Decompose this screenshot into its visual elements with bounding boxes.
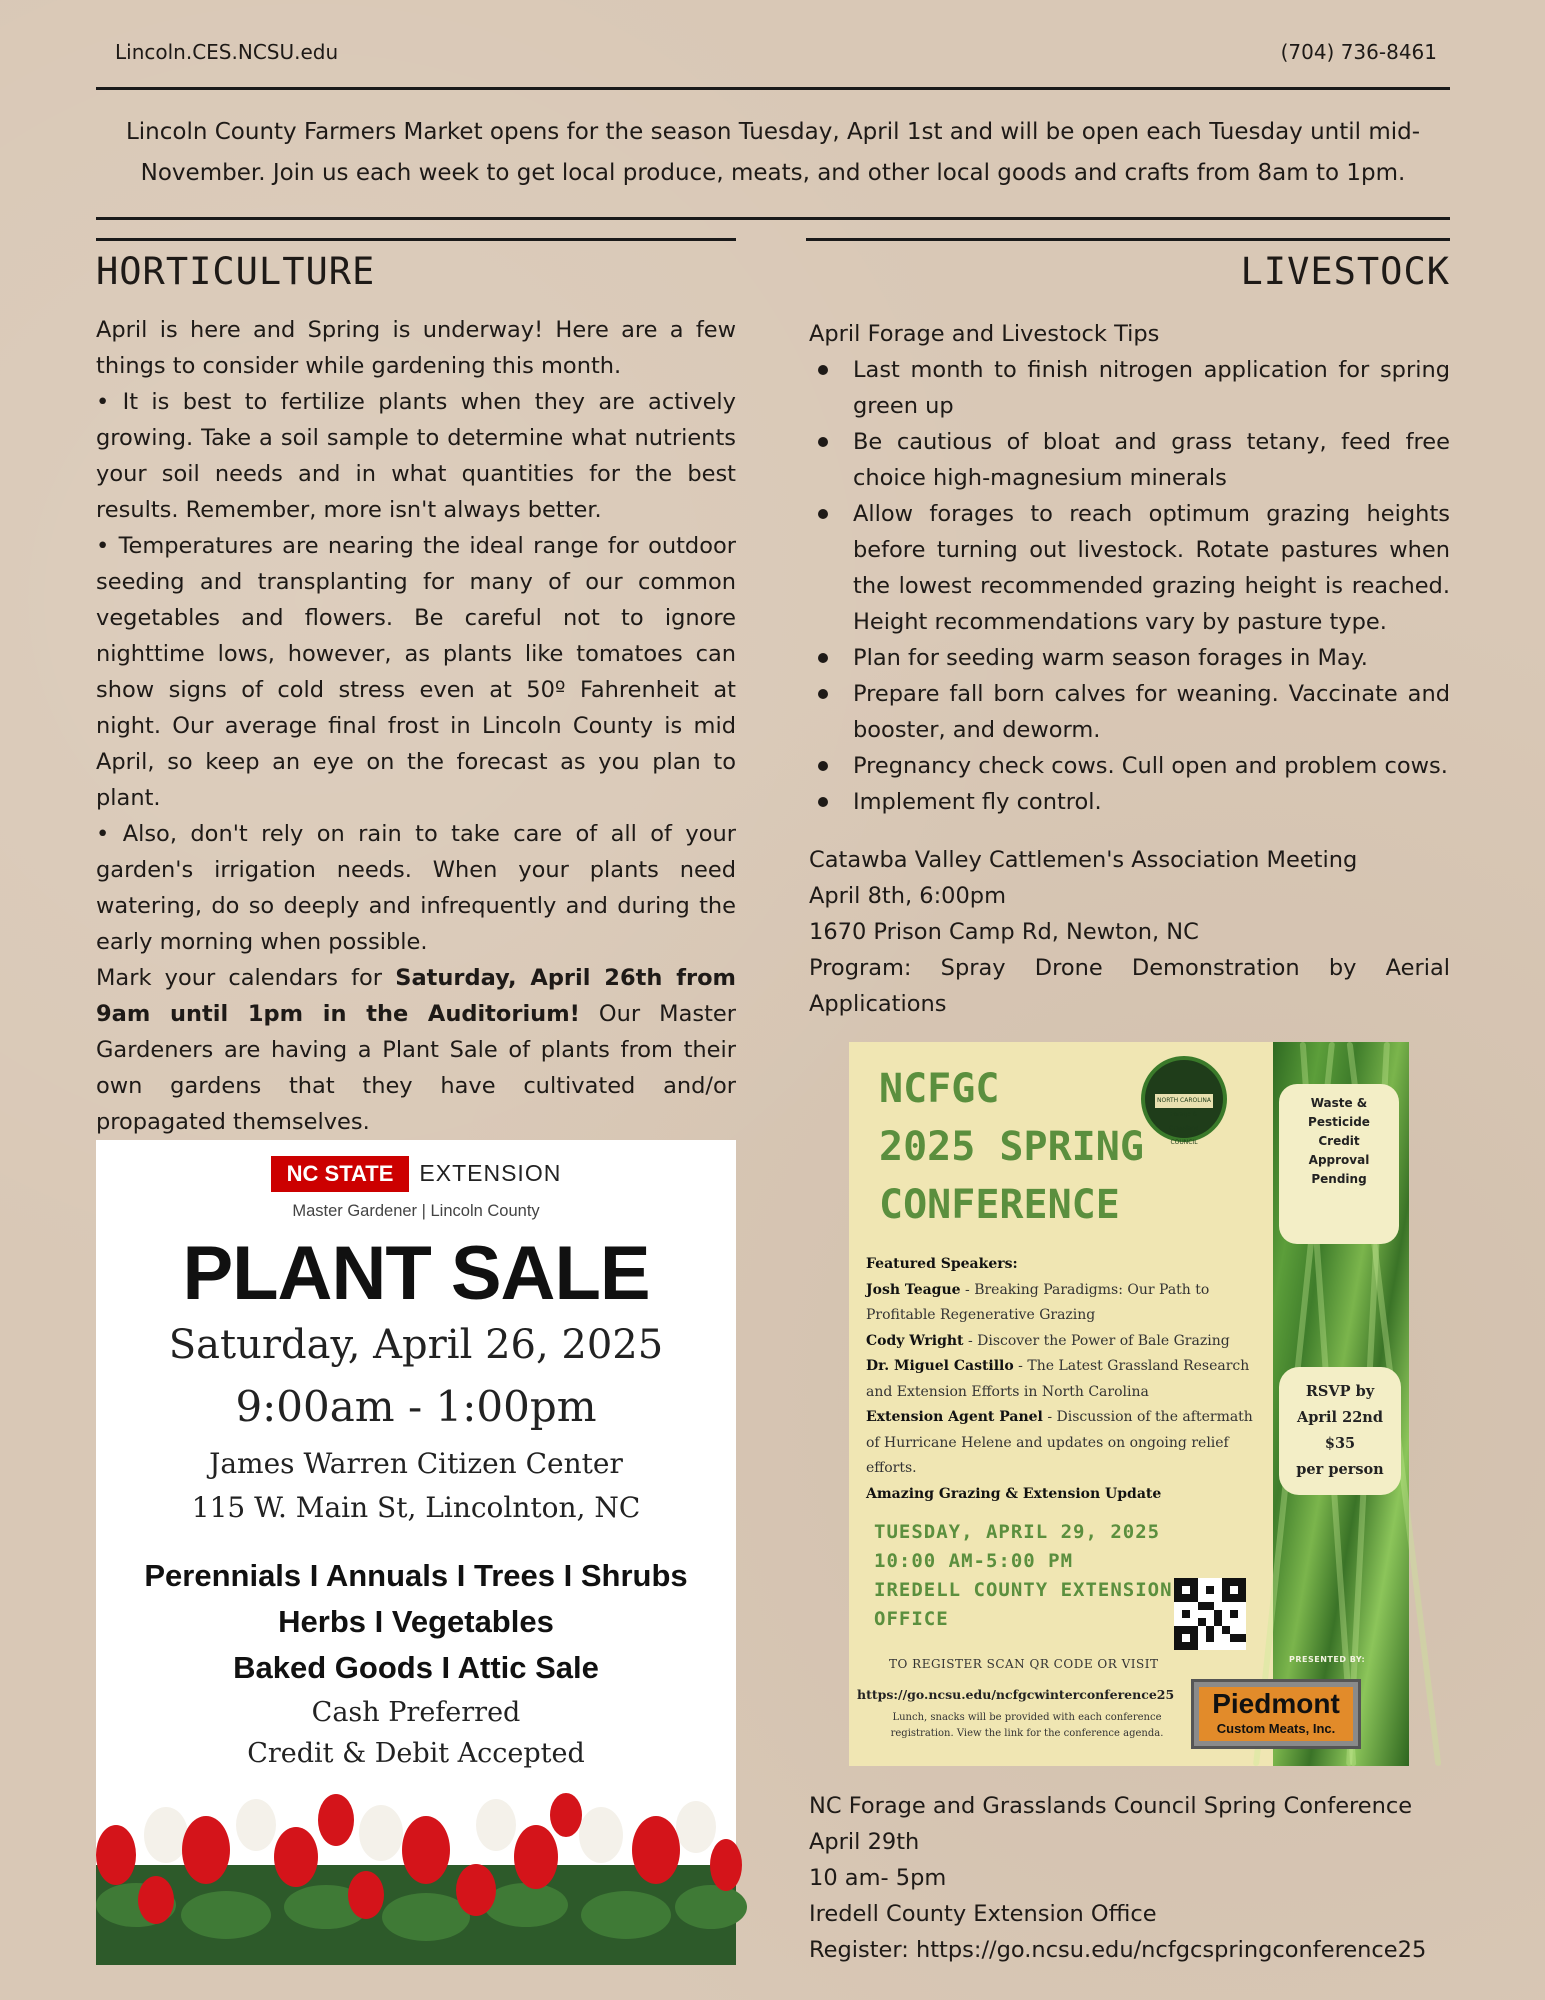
intro-divider bbox=[96, 217, 1450, 220]
credit-pill: Waste & Pesticide Credit Approval Pending bbox=[1279, 1084, 1399, 1244]
qr-code-graphic bbox=[1174, 1578, 1246, 1650]
speaker-entry: Extension Agent Panel - Discussion of the aftermath of Hurricane Helene and updates on ongoing relief efforts. bbox=[866, 1409, 1253, 1476]
sponsor-subtitle: Custom Meats, Inc. bbox=[1216, 1721, 1336, 1736]
presented-by-label: PRESENTED BY: bbox=[1289, 1655, 1366, 1664]
website-link[interactable]: Lincoln.CES.NCSU.edu bbox=[115, 40, 339, 64]
livestock-rule bbox=[806, 238, 1450, 241]
phone-number: (704) 736-8461 bbox=[1280, 40, 1437, 64]
calendar-prefix: Mark your calendars for bbox=[96, 965, 396, 991]
conference-info-line: NC Forage and Grasslands Council Spring Conference bbox=[809, 1793, 1413, 1819]
rsvp-pill bbox=[1279, 1367, 1401, 1495]
conference-info bbox=[809, 1788, 1459, 1968]
horticulture-rule bbox=[96, 238, 736, 241]
plant-sale-category: Herbs I Vegetables bbox=[278, 1604, 554, 1639]
farmers-market-intro: Lincoln County Farmers Market opens for the season Tuesday, April 1st and will be open each Tuesday until mid-November. Join us each week to get local produce, meats, and other local goods and crafts from 8am to 1pm. bbox=[125, 119, 1421, 186]
sponsor-name: Piedmont bbox=[1212, 1688, 1340, 1719]
calendar-suffix: Our Master Gardeners are having a Plant Sale of plants from their own gardens that they have cultivated and/or propagated themselves. bbox=[96, 1001, 736, 1135]
plant-sale-address: 115 W. Main St, Lincolnton, NC bbox=[191, 1491, 641, 1524]
conference-register-link[interactable]: Register: https://go.ncsu.edu/ncfgcspringconference25 bbox=[809, 1937, 1427, 1963]
ncstate-logo: NC STATE bbox=[271, 1156, 410, 1192]
conference-location: OFFICE bbox=[874, 1608, 949, 1630]
plant-sale-category: Perennials I Annuals I Trees I Shrubs bbox=[144, 1558, 688, 1593]
speaker-entry: Amazing Grazing & Extension Update bbox=[866, 1485, 1162, 1502]
plant-sale-time: 9:00am - 1:00pm bbox=[235, 1382, 597, 1431]
conference-location: IREDELL COUNTY EXTENSION bbox=[874, 1579, 1173, 1601]
lunch-note: Lunch, snacks will be provided with each conference registration. View the link for the conference agenda. bbox=[890, 1712, 1164, 1739]
conference-time: 10:00 AM-5:00 PM bbox=[874, 1550, 1074, 1572]
conference-info-line: 10 am- 5pm bbox=[809, 1865, 947, 1891]
conference-title-line: 2025 SPRING bbox=[879, 1124, 1144, 1170]
ncfgc-logo bbox=[1141, 1056, 1227, 1146]
payment-note: Cash Preferred bbox=[311, 1697, 521, 1728]
conference-title-line: CONFERENCE bbox=[879, 1182, 1120, 1228]
meeting-program: Program: Spray Drone Demonstration by Aerial Applications bbox=[809, 955, 1450, 1017]
speaker-entry: Josh Teague - Breaking Paradigms: Our Path to Profitable Regenerative Grazing bbox=[866, 1281, 1210, 1323]
meeting-title: Catawba Valley Cattlemen's Association Meeting bbox=[809, 847, 1358, 873]
meeting-address: 1670 Prison Camp Rd, Newton, NC bbox=[809, 919, 1199, 945]
horticulture-heading: HORTICULTURE bbox=[96, 250, 376, 293]
register-note: TO REGISTER SCAN QR CODE OR VISIT bbox=[889, 1657, 1159, 1671]
plant-sale-announcement bbox=[96, 960, 736, 1140]
featured-speakers-label: Featured Speakers: bbox=[866, 1256, 1018, 1272]
horticulture-paragraph: • Also, don't rely on rain to take care of all of your garden's irrigation needs. When your plants need watering, do so deeply and infrequently and during the early morning when possible. bbox=[96, 821, 736, 955]
extension-label: EXTENSION bbox=[419, 1160, 562, 1186]
flyer-subtitle: Master Gardener | Lincoln County bbox=[292, 1202, 540, 1220]
plant-sale-flyer bbox=[96, 1140, 736, 1965]
rsvp-line: per person bbox=[1296, 1461, 1384, 1478]
livestock-tip: Be cautious of bloat and grass tetany, feed free choice high-magnesium minerals bbox=[809, 424, 1450, 496]
horticulture-paragraph: April is here and Spring is underway! Here are a few things to consider while gardening this month. bbox=[96, 317, 736, 379]
livestock-tip: Implement fly control. bbox=[809, 784, 1450, 820]
plant-sale-category: Baked Goods I Attic Sale bbox=[233, 1650, 599, 1685]
plant-sale-title: PLANT SALE bbox=[182, 1231, 650, 1316]
header-divider bbox=[96, 87, 1450, 90]
livestock-tips bbox=[809, 316, 1450, 820]
conference-flyer bbox=[849, 1042, 1409, 1766]
speaker-entry: Dr. Miguel Castillo - The Latest Grassland Research and Extension Efforts in North Carolina bbox=[866, 1358, 1250, 1400]
plant-sale-venue: James Warren Citizen Center bbox=[209, 1447, 623, 1480]
rsvp-line: RSVP by bbox=[1305, 1383, 1375, 1400]
rsvp-line: April 22nd bbox=[1297, 1409, 1383, 1426]
conference-info-line: Iredell County Extension Office bbox=[809, 1901, 1157, 1927]
livestock-tip: Pregnancy check cows. Cull open and problem cows. bbox=[809, 748, 1450, 784]
livestock-tip: Prepare fall born calves for weaning. Vaccinate and booster, and deworm. bbox=[809, 676, 1450, 748]
livestock-heading: LIVESTOCK bbox=[1240, 250, 1450, 293]
register-url[interactable]: https://go.ncsu.edu/ncfgcwinterconference25 bbox=[857, 1687, 1175, 1702]
qr-code-icon[interactable] bbox=[1174, 1578, 1246, 1650]
rsvp-price: $35 bbox=[1324, 1435, 1356, 1452]
horticulture-body bbox=[96, 312, 736, 960]
meeting-date: April 8th, 6:00pm bbox=[809, 883, 1007, 909]
speaker-entry: Cody Wright - Discover the Power of Bale Grazing bbox=[866, 1332, 1230, 1349]
livestock-tips-title: April Forage and Livestock Tips bbox=[809, 321, 1160, 347]
conference-date: TUESDAY, APRIL 29, 2025 bbox=[874, 1521, 1161, 1543]
conference-info-line: April 29th bbox=[809, 1829, 920, 1855]
payment-note: Credit & Debit Accepted bbox=[247, 1738, 585, 1769]
livestock-tip: Plan for seeding warm season forages in May. bbox=[809, 640, 1450, 676]
plant-sale-date: Saturday, April 26, 2025 bbox=[168, 1322, 664, 1368]
calendar-date-bold: Saturday, April 26th from 9am until 1pm in the Auditorium! bbox=[96, 965, 737, 1027]
cattlemen-meeting bbox=[809, 842, 1450, 1022]
livestock-tip: Allow forages to reach optimum grazing heights before turning out livestock. Rotate pastures when the lowest recommended grazing height is reached. Height recommendations vary by pasture type. bbox=[809, 496, 1450, 640]
horticulture-paragraph: • It is best to fertilize plants when they are actively growing. Take a soil sample to determine what nutrients your soil needs and in what quantities for the best results. Remember, more isn't always better. bbox=[96, 389, 736, 523]
logo-text: NORTH CAROLINA Forage & Grassland COUNCIL bbox=[1155, 1094, 1213, 1108]
conference-title-line: NCFGC bbox=[879, 1066, 1000, 1112]
piedmont-logo bbox=[1191, 1679, 1361, 1749]
cyclamen-flowers-image bbox=[96, 1795, 736, 1965]
livestock-tip: Last month to finish nitrogen application for spring green up bbox=[809, 352, 1450, 424]
horticulture-paragraph: • Temperatures are nearing the ideal range for outdoor seeding and transplanting for many of our common vegetables and flowers. Be careful not to ignore nighttime lows, however, as plants like tomatoes can show signs of cold stress even at 50º Fahrenheit at night. Our average final frost in Lincoln County is mid April, so keep an eye on the forecast as you plan to plant. bbox=[96, 533, 736, 811]
